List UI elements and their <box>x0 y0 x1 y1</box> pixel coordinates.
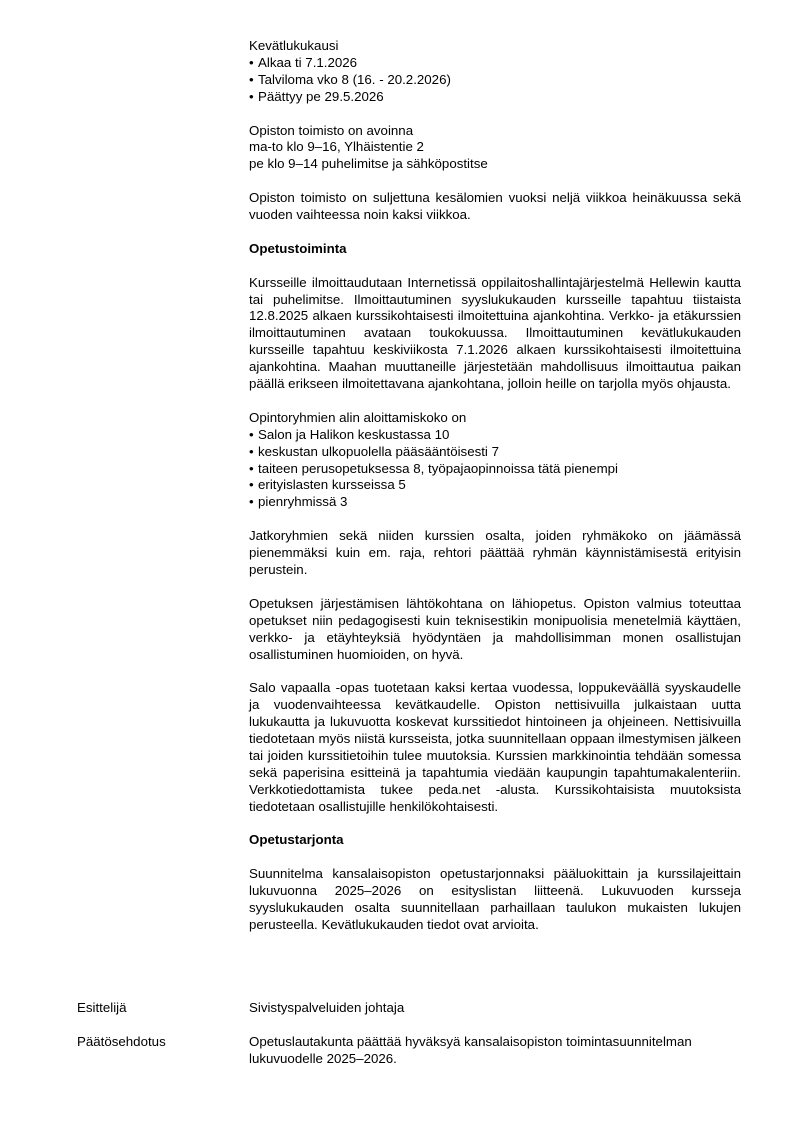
bullet-icon: • <box>249 477 254 493</box>
registration-text: Kursseille ilmoittaudutaan Internetissä oppilaitoshallintajärjestelmä Hellewin kautta tai puhelimitse. Ilmoittautuminen syyslukukauden kursseille tapahtuu tiistaista 12.8.2025 alkaen kurssikohtaisesti ilmoitettuina ajankohtina. Verkko- ja etäkurssien ilmoittautuminen avataan toukokuussa. Ilmoittautuminen kevätlukukauden kursseille tapahtuu keskiviikosta 7.1.2026 alkaen kurssikohtaisesti ilmoitettuina ajankohtina. Maahan muuttaneille järjestetään mahdollisuus ilmoittautua paikan päällä erikseen ilmoitettavana ajankohtana, jolloin heille on tarjolla myös ohjausta. <box>249 274 741 392</box>
presenter-value: Sivistyspalveluiden johtaja <box>249 1000 405 1015</box>
document-body <box>249 38 741 951</box>
bullet-icon: • <box>249 426 254 442</box>
office-closure-section <box>249 190 741 224</box>
bullet-icon: • <box>249 460 254 476</box>
min-size-item: • Salon ja Halikon keskustassa 10 <box>249 426 450 442</box>
office-hours-section <box>249 123 741 174</box>
semester-title: Kevätlukukausi <box>249 38 339 53</box>
guide-text: Salo vapaalla -opas tuotetaan kaksi kertaa vuodessa, loppukeväällä syyskaudelle ja vuodenvaihteessa kevätkaudelle. Opiston nettisivuilla julkaistaan uutta lukukautta ja lukuvuotta koskevat kurssitiedot hintoineen ja ohjeineen. Nettisivuilla tiedotetaan myös niistä kursseista, jotka suunnitellaan oppaan ilmestymisen jälkeen tai joiden kurssitietoihin tulee muutoksia. Kurssien markkinointia tehdään somessa sekä paperisina esitteinä ja tapahtumia viedään kaupungin tapahtumakalenteriin. Verkkotiedottamista tukee peda.net -alusta. Kurssikohtaisista muutoksista tiedotetaan osallistujille henkilökohtaisesti. <box>249 680 741 814</box>
min-size-item: • taiteen perusopetuksessa 8, työpajaopinnoissa tätä pienempi <box>249 460 618 476</box>
proposal-label: Päätösehdotus <box>77 1034 166 1049</box>
method-section <box>249 596 741 664</box>
proposal-value: Opetuslautakunta päättää hyväksyä kansalaisopiston toimintasuunnitelman lukuvuodelle 2025–2026. <box>249 1034 692 1066</box>
office-hours-line: Opiston toimisto on avoinna <box>249 122 414 138</box>
semester-item: • Alkaa ti 7.1.2026 <box>249 54 358 70</box>
bullet-icon: • <box>249 494 254 510</box>
semester-item: • Päättyy pe 29.5.2026 <box>249 88 384 104</box>
bullet-icon: • <box>249 54 254 70</box>
min-size-intro: Opintoryhmien alin aloittamiskoko on <box>249 409 467 425</box>
presenter-label: Esittelijä <box>77 1000 127 1015</box>
bullet-icon: • <box>249 71 254 87</box>
method-text: Opetuksen järjestämisen lähtökohtana on lähiopetus. Opiston valmius toteuttaa opetukset niin pedagogisesti kuin teknisestikin monipuolisia menetelmiä käyttäen, verkko- ja etäyhteyksiä hyödyntäen ja mahdollisimman monen osallistujan osallistuminen huomioiden, on hyvä. <box>249 595 741 662</box>
min-size-section <box>249 410 741 511</box>
offering-section <box>249 866 741 934</box>
continuation-text: Jatkoryhmien sekä niiden kurssien osalta, joiden ryhmäkoko on jäämässä pienemmäksi kuin em. raja, rehtori päättää ryhmän käynnistämisestä erityisin perustein. <box>249 528 741 577</box>
continuation-section <box>249 528 741 579</box>
min-size-item: • erityislasten kursseissa 5 <box>249 477 406 493</box>
semester-item: • Talviloma vko 8 (16. - 20.2.2026) <box>249 71 451 87</box>
teaching-heading: Opetustoiminta <box>249 240 347 256</box>
bullet-icon: • <box>249 88 254 104</box>
office-hours-line: ma-to klo 9–16, Ylhäistentie 2 <box>249 139 424 155</box>
office-closure-text: Opiston toimisto on suljettuna kesälomien vuoksi neljä viikkoa heinäkuussa sekä vuoden vaihteessa noin kaksi viikkoa. <box>249 190 741 223</box>
min-size-item: • keskustan ulkopuolella pääsääntöisesti 7 <box>249 443 499 459</box>
min-size-item: • pienryhmissä 3 <box>249 494 348 510</box>
bullet-icon: • <box>249 443 254 459</box>
offering-heading-block <box>249 832 741 849</box>
offering-text: Suunnitelma kansalaisopiston opetustarjonnaksi pääluokittain ja kurssilajeittain lukuvuonna 2025–2026 on esityslistan liitteenä. Lukuvuoden kursseja syyslukukauden osalta suunnitellaan parhaillaan taulukon mukaisten lukujen perusteella. Kevätlukukauden tiedot ovat arvioita. <box>249 866 741 932</box>
semester-section <box>249 38 741 106</box>
teaching-heading-block <box>249 241 741 258</box>
guide-section <box>249 680 741 815</box>
offering-heading: Opetustarjonta <box>249 832 344 848</box>
office-hours-line: pe klo 9–14 puhelimitse ja sähköpostitse <box>249 156 488 172</box>
registration-section <box>249 275 741 393</box>
